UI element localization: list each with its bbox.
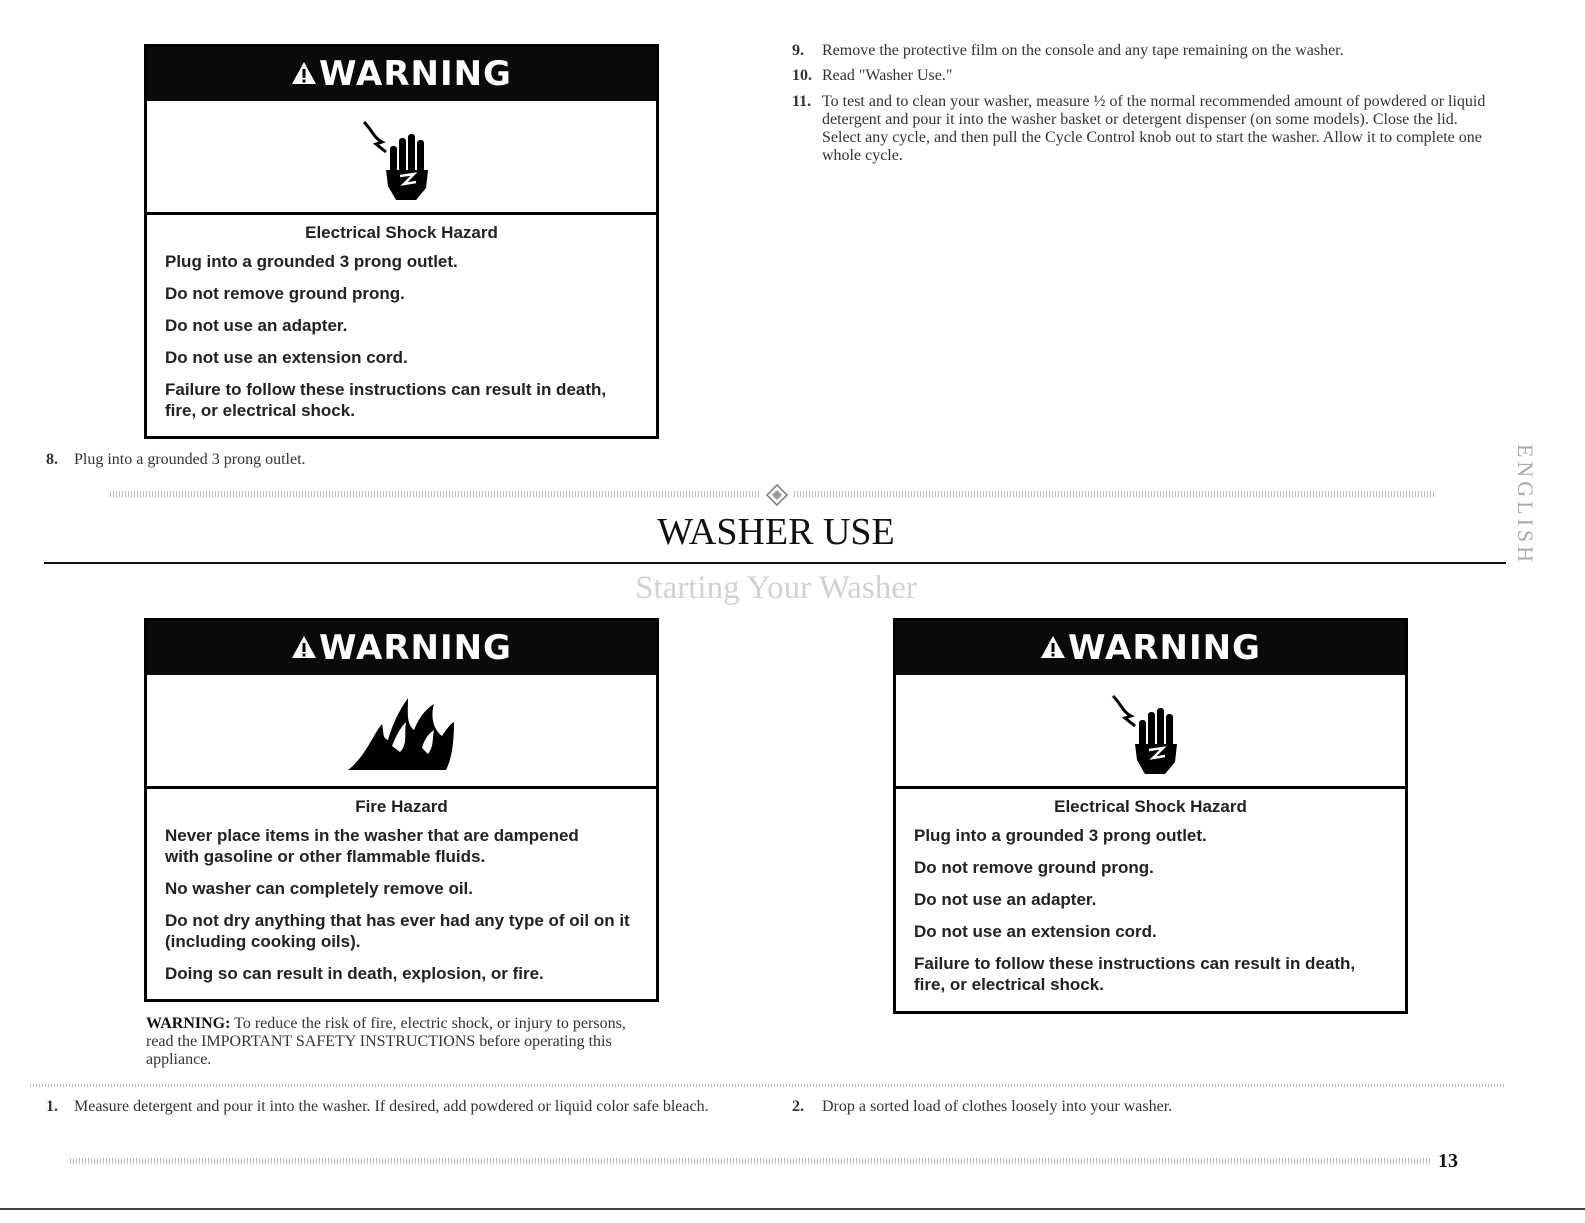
fire-icon <box>147 675 656 789</box>
warning-header: WARNING <box>147 47 656 101</box>
electrical-shock-icon <box>147 101 656 215</box>
hazard-title: Electrical Shock Hazard <box>305 223 498 242</box>
warning-box-fire <box>144 618 659 1002</box>
step-8: 8. Plug into a grounded 3 prong outlet. <box>46 451 306 468</box>
warning-line: Do not use an adapter. <box>914 890 1097 909</box>
warning-line: Do not use an extension cord. <box>165 348 408 367</box>
warning-box-electrical-bottom <box>893 618 1408 1014</box>
hazard-title: Electrical Shock Hazard <box>1054 797 1247 816</box>
warning-line: Do not dry anything that has ever had any type of oil on it (including cooking oils). <box>165 911 630 951</box>
warning-box-electrical-top <box>144 44 659 439</box>
subsection-title: Starting Your Washer <box>635 570 917 606</box>
warning-line: Plug into a grounded 3 prong outlet. <box>914 826 1207 845</box>
footer-dotted-bar <box>70 1158 1430 1164</box>
step-11: 11. To test and to clean your washer, measure ½ of the normal recommended amount of powdered or liquid detergent and pour it into the washer basket or detergent dispenser (on some models). Close the lid. Select any cycle, and then pull the Cycle Control knob out to start the washer. Allow it to complete one whole cycle. <box>792 93 1486 164</box>
warning-line: No washer can completely remove oil. <box>165 879 474 898</box>
warning-line: Do not remove ground prong. <box>165 284 405 303</box>
warning-line: Do not use an adapter. <box>165 316 348 335</box>
dotted-divider <box>30 1084 1506 1087</box>
step-2: 2. Drop a sorted load of clothes loosely into your washer. <box>792 1098 1173 1115</box>
warning-triangle-icon <box>291 54 317 94</box>
step-9: 9. Remove the protective film on the console and any tape remaining on the washer. <box>792 42 1344 59</box>
warning-triangle-icon <box>291 628 317 668</box>
warning-triangle-icon <box>1040 628 1066 668</box>
dotted-divider <box>794 491 1434 497</box>
warning-line: Failure to follow these instructions can result in death, fire, or electrical shock. <box>165 380 607 420</box>
warning-header: WARNING <box>147 621 656 675</box>
diamond-ornament-icon <box>766 484 788 511</box>
warning-line: Doing so can result in death, explosion, or fire. <box>165 964 544 983</box>
warning-line: Plug into a grounded 3 prong outlet. <box>165 252 458 271</box>
warning-line: Failure to follow these instructions can result in death, fire, or electrical shock. <box>914 954 1356 994</box>
hazard-title: Fire Hazard <box>355 797 448 816</box>
warning-line: Do not use an extension cord. <box>914 922 1157 941</box>
language-side-tab: ENGLISH <box>1513 443 1538 567</box>
warning-line: Never place items in the washer that are dampened with gasoline or other flammable fluids. <box>165 826 579 866</box>
section-title: WASHER USE <box>657 511 895 553</box>
step-1: 1. Measure detergent and pour it into the washer. If desired, add powdered or liquid color safe bleach. <box>46 1098 709 1115</box>
footer-rule <box>0 1208 1585 1210</box>
step-10: 10. Read "Washer Use." <box>792 67 953 84</box>
safety-note: WARNING: To reduce the risk of fire, electric shock, or injury to persons, read the IMPORTANT SAFETY INSTRUCTIONS before operating this appliance. <box>146 1015 626 1068</box>
dotted-divider <box>110 491 760 497</box>
page-number: 13 <box>1438 1150 1458 1172</box>
electrical-shock-icon <box>896 675 1405 789</box>
warning-header: WARNING <box>896 621 1405 675</box>
warning-line: Do not remove ground prong. <box>914 858 1154 877</box>
section-rule <box>44 562 1506 564</box>
